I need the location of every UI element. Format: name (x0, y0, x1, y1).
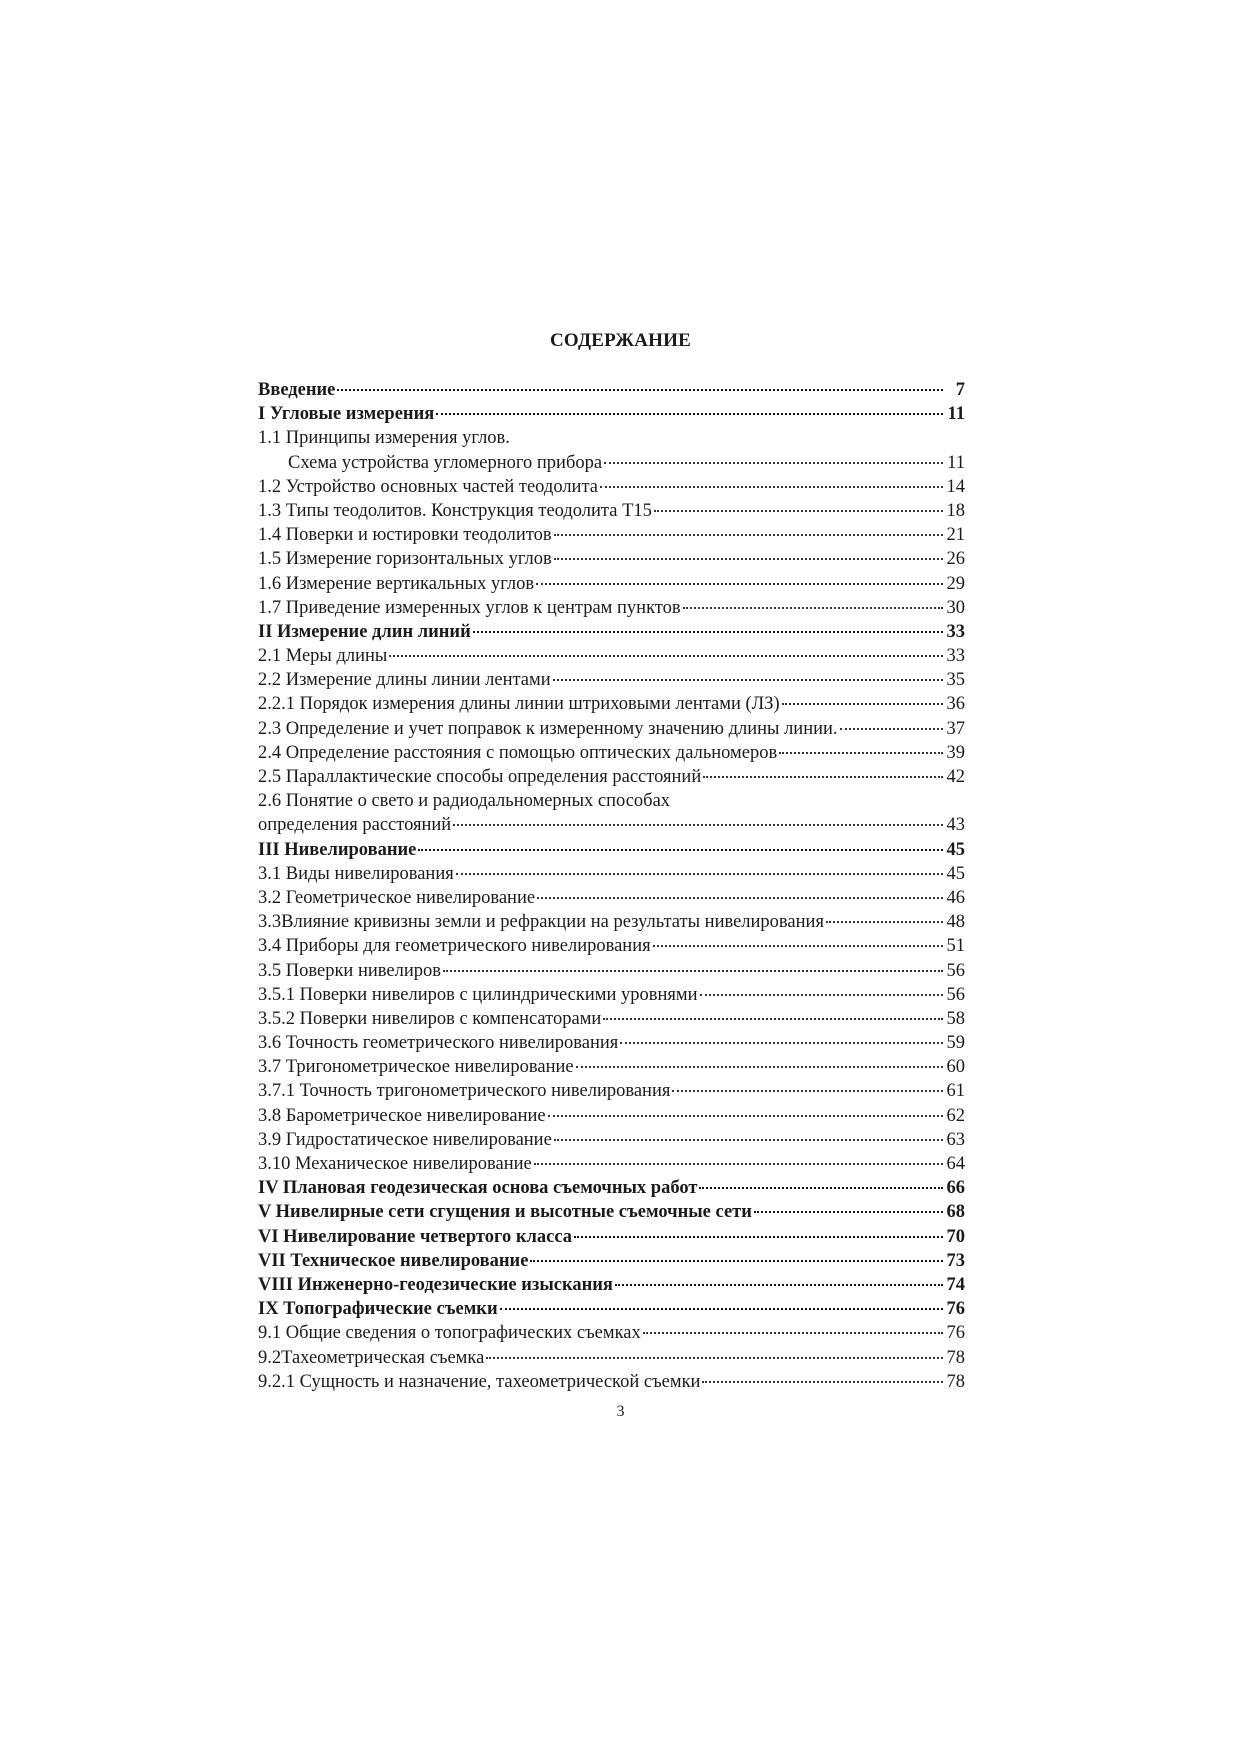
toc-entry-title: 2.6 Понятие о свето и радиодальномерных способах (258, 791, 671, 812)
dot-leader (653, 945, 943, 947)
toc-entry (258, 1297, 965, 1321)
toc-entry-page: 78 (946, 1371, 965, 1392)
dot-leader (576, 1066, 943, 1068)
toc-entry-page: 46 (946, 887, 965, 908)
dot-leader (604, 462, 943, 464)
toc-entry (258, 1200, 965, 1224)
toc-entry-title: 1.7 Приведение измеренных углов к центрам пунктов (258, 597, 681, 618)
toc-title: СОДЕРЖАНИЕ (550, 330, 691, 351)
toc-entry (258, 1007, 965, 1031)
toc-entry-title: 3.5.1 Поверки нивелиров с цилиндрическими уровнями (258, 984, 698, 1005)
toc-entry (258, 668, 965, 692)
toc-entry (258, 572, 965, 596)
toc-entry-page: 76 (946, 1323, 965, 1344)
toc-entry-page: 63 (946, 1129, 965, 1150)
dot-leader (456, 873, 943, 875)
toc-entry (258, 983, 965, 1007)
dot-leader (548, 1115, 943, 1117)
toc-entry-title: VI Нивелирование четвертого класса (258, 1226, 573, 1247)
dot-leader (683, 607, 943, 609)
toc-entry-title: 1.5 Измерение горизонтальных углов (258, 549, 552, 570)
toc-entry (258, 1079, 965, 1103)
toc-entry-page: 73 (946, 1250, 965, 1271)
toc-entry (258, 402, 965, 426)
toc-entry (258, 1104, 965, 1128)
toc-entry (258, 499, 965, 523)
dot-leader (500, 1308, 943, 1310)
dot-leader (418, 849, 943, 851)
toc-entry (258, 862, 965, 886)
toc-entry-page: 30 (946, 597, 965, 618)
toc-entry-page: 74 (946, 1274, 965, 1295)
toc-entry-title: 2.5 Параллактические способы определения расстояний (258, 767, 702, 787)
toc-entry-page: 60 (946, 1057, 965, 1078)
toc-entry (258, 1055, 965, 1079)
toc-entry-title: 3.8 Барометрическое нивелирование (258, 1105, 546, 1126)
toc-entry-title: 3.3Влияние кривизны земли и рефракции на результаты нивелирования (258, 912, 824, 933)
toc-entry (258, 596, 965, 620)
dot-leader (436, 413, 943, 415)
dot-leader (702, 1381, 943, 1383)
toc-entry-title: 3.7 Тригонометрическое нивелирование (258, 1057, 574, 1078)
toc-entry (258, 523, 965, 547)
toc-entry (258, 1176, 965, 1200)
toc-entry (258, 838, 965, 862)
dot-leader (782, 703, 943, 705)
dot-leader (554, 558, 943, 560)
dot-leader (554, 1139, 943, 1141)
toc-entry-title: I Угловые измерения (258, 404, 435, 425)
toc-entry-title: IX Топографические съемки (258, 1299, 498, 1320)
dot-leader (554, 534, 943, 536)
toc-entry-title: IV Плановая геодезическая основа съемочных работ (258, 1178, 698, 1199)
toc-entry-title: 9.1 Общие сведения о топографических съемках (258, 1323, 641, 1344)
toc-entry (258, 886, 965, 910)
toc-entry-page: 45 (946, 863, 965, 884)
toc-entry (258, 547, 965, 571)
toc-entry-page: 56 (946, 984, 965, 1005)
dot-leader (620, 1042, 943, 1044)
dot-leader (826, 921, 943, 923)
toc-entry-title: 3.5 Поверки нивелиров (258, 960, 441, 981)
toc-entry-page: 64 (946, 1154, 965, 1174)
toc-entry-page: 26 (946, 549, 965, 570)
toc-entry-page: 62 (946, 1105, 965, 1126)
toc-entry-page: 76 (946, 1299, 965, 1320)
dot-leader (537, 897, 943, 899)
toc-entry-title: Схема устройства угломерного прибора (288, 452, 603, 473)
toc-entry-title: 9.2.1 Сущность и назначение, тахеометрической съемки (258, 1371, 701, 1392)
toc-entry-title: 1.2 Устройство основных частей теодолита (258, 476, 598, 497)
toc-entry-page: 33 (946, 646, 965, 667)
toc-entry (258, 475, 965, 499)
toc-entry (258, 1321, 965, 1345)
dot-leader (672, 1090, 943, 1092)
toc-entry-title: 2.2 Измерение длины линии лентами (258, 670, 551, 691)
toc-entry-page: 43 (946, 815, 965, 836)
toc-entry-title: 3.4 Приборы для геометрического нивелирования (258, 936, 651, 957)
dot-leader (443, 970, 943, 972)
toc-entry-title: 3.5.2 Поверки нивелиров с компенсаторами (258, 1008, 602, 1029)
toc-entry-page: 58 (946, 1008, 965, 1029)
toc-entry (258, 1225, 965, 1249)
dot-leader (473, 631, 943, 633)
toc-entry (258, 451, 965, 475)
toc-entry-title: 1.3 Типы теодолитов. Конструкция теодолита Т15 (258, 500, 652, 521)
toc-entry (258, 620, 965, 644)
toc-entry (258, 959, 965, 983)
toc-entry-title: 1.1 Принципы измерения углов. (258, 428, 510, 449)
toc-entry-page: 45 (946, 839, 965, 860)
toc-entry-title: 3.6 Точность геометрического нивелирования (258, 1033, 619, 1054)
toc-entry-page: 68 (946, 1202, 965, 1223)
toc-entry-title: VII Техническое нивелирование (258, 1250, 529, 1271)
dot-leader (703, 776, 943, 778)
toc-entry-page: 29 (946, 573, 965, 594)
toc-entry (258, 813, 965, 837)
dot-leader (553, 679, 943, 681)
toc-entry-title: 9.2Тахеометрическая съемка (258, 1347, 485, 1368)
toc-entry-page: 70 (946, 1226, 965, 1247)
dot-leader (600, 486, 943, 488)
toc-entry-title: определения расстояний (258, 815, 452, 836)
page-number: 3 (616, 1403, 625, 1420)
toc-entry-title: 3.1 Виды нивелирования (258, 863, 454, 884)
toc-entry-title: 1.4 Поверки и юстировки теодолитов (258, 525, 552, 546)
toc-entry-page: 18 (946, 500, 965, 521)
toc-entry (258, 789, 965, 813)
dot-leader (654, 510, 943, 512)
toc-entry (258, 1031, 965, 1055)
toc-entry-page: 51 (946, 936, 965, 957)
toc-entry (258, 1346, 965, 1370)
toc-entry-title: V Нивелирные сети сгущения и высотные съемочные сети (258, 1202, 752, 1223)
toc-entry-page: 39 (946, 742, 965, 763)
toc-entry-page: 59 (946, 1033, 965, 1054)
toc-entry (258, 378, 965, 402)
toc-entry-title: 3.10 Механическое нивелирование (258, 1154, 532, 1174)
dot-leader (486, 1357, 943, 1359)
toc-entry-title: II Измерение длин линий (258, 621, 471, 642)
toc-entry-page: 42 (946, 767, 965, 787)
toc-entry-title: 2.2.1 Порядок измерения длины линии штриховыми лентами (ЛЗ) (258, 694, 780, 715)
toc-entry-page: 14 (946, 476, 965, 497)
dot-leader (699, 1187, 943, 1189)
toc-entry-title: VIII Инженерно-геодезические изыскания (258, 1274, 613, 1295)
dot-leader (536, 583, 943, 585)
toc-entry (258, 692, 965, 716)
toc-entry-page: 37 (946, 718, 965, 739)
toc-entry (258, 1273, 965, 1297)
toc-entry (258, 1128, 965, 1152)
toc-entry (258, 910, 965, 934)
toc-entry-title: 3.7.1 Точность тригонометрического нивелирования (258, 1081, 671, 1102)
toc-entry-title: 3.2 Геометрическое нивелирование (258, 887, 536, 908)
toc-entry-page: 21 (946, 525, 965, 546)
toc-entry-page: 36 (946, 694, 965, 715)
toc-entry (258, 1249, 965, 1273)
toc-entry-title: Введение (258, 380, 336, 400)
dot-leader (643, 1332, 943, 1334)
toc-entry-page: 7 (955, 380, 965, 400)
dot-leader (754, 1211, 943, 1213)
dot-leader (534, 1163, 943, 1165)
dot-leader (615, 1284, 943, 1286)
toc-entry-title: 2.3 Определение и учет поправок к измеренному значению длины линии. (258, 718, 838, 739)
toc-entry-title: 2.4 Определение расстояния с помощью оптических дальномеров (258, 742, 778, 763)
toc-entry-title: 2.1 Меры длины (258, 646, 388, 667)
toc-entry (258, 426, 965, 450)
dot-leader (700, 994, 943, 996)
toc-entry (258, 741, 965, 765)
toc-entry (258, 1152, 965, 1176)
toc-entry (258, 934, 965, 958)
dot-leader (337, 389, 943, 391)
toc-entry-page: 35 (946, 670, 965, 691)
toc-entry-title: 1.6 Измерение вертикальных углов (258, 573, 535, 594)
dot-leader (603, 1018, 943, 1020)
toc-entry-page: 11 (947, 452, 965, 473)
toc-entry-title: III Нивелирование (258, 839, 417, 860)
toc-entry-page: 78 (946, 1347, 965, 1368)
table-of-contents (258, 378, 965, 1394)
dot-leader (779, 752, 943, 754)
toc-entry (258, 644, 965, 668)
dot-leader (840, 728, 943, 730)
dot-leader (574, 1236, 943, 1238)
toc-entry-page: 33 (946, 621, 965, 642)
dot-leader (530, 1260, 943, 1262)
toc-entry-title: 3.9 Гидростатическое нивелирование (258, 1129, 552, 1150)
toc-entry-page: 48 (946, 912, 965, 933)
toc-entry-page: 56 (946, 960, 965, 981)
toc-entry-page: 11 (947, 404, 965, 425)
dot-leader (453, 824, 943, 826)
toc-entry-page: 66 (946, 1178, 965, 1199)
dot-leader (389, 655, 943, 657)
toc-entry (258, 1370, 965, 1394)
toc-entry (258, 717, 965, 741)
toc-entry (258, 765, 965, 789)
toc-entry-page: 61 (946, 1081, 965, 1102)
